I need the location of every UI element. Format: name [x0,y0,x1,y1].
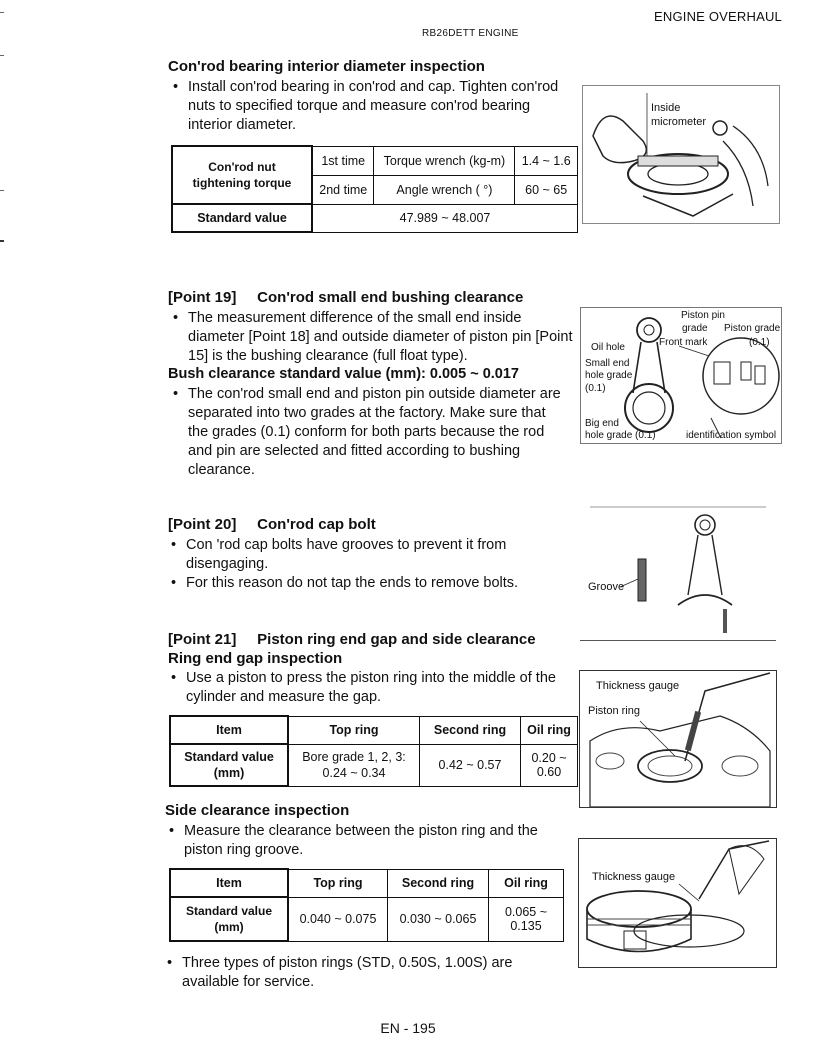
bearing-bullet-line: nuts to specified torque and measure con'rod bearing [188,98,531,114]
oil-ring-value: 0.065 ~ 0.135 [489,897,564,941]
piston-grade-label: Piston grade [724,323,781,334]
end-gap-figure [579,670,777,808]
piston-ring-label: Piston ring [588,705,640,717]
side-line: Measure the clearance between the piston ring and the [184,823,538,839]
micrometer-figure [582,85,780,224]
groove-label: Groove [588,581,625,593]
identification-symbol-label: identification symbol [686,430,777,441]
header-second-ring: Second ring [388,869,489,897]
p21-line: cylinder and measure the gap. [186,689,382,705]
margin-mark [0,12,4,13]
inside-label: Inside [651,102,681,114]
bearing-bullet-line: interior diameter. [188,117,296,133]
big-end-label: Big end [585,418,619,429]
hole-grade-label: hole grade [585,370,633,381]
small-end-label: Small end [585,358,630,369]
second-ring-value: 0.42 ~ 0.57 [420,744,521,786]
torque-table [171,145,578,233]
side-clearance-figure [578,838,777,968]
point19-bullet1: • The measurement difference of the small end inside diameter [Point 18] and outside diameter of piston pin [Point 15] is the bushing clearance (full float type). [188,309,588,366]
second-value-cell: 60 ~ 65 [515,175,578,204]
p19-line: separated into two grades at the factory. Make sure that [188,405,546,421]
header-second-ring: Second ring [420,716,521,744]
grade-label: grade [682,323,708,334]
header-top-ring: Top ring [288,869,388,897]
section-title: ENGINE OVERHAUL [654,9,782,24]
big-end-grade-label: hole grade (0.1) [585,430,656,441]
p19-line: and pin are selected and fitted according to bushing [188,443,521,459]
oil-hole-label: Oil hole [591,342,625,353]
top-ring-value: 0.040 ~ 0.075 [288,897,388,941]
header-item: Item [170,716,288,744]
first-method-cell: Torque wrench (kg-m) [374,146,515,175]
row-label: Standard value (mm) [170,897,288,941]
standard-label-cell: Standard value [172,204,312,232]
service-line: Three types of piston rings (STD, 0.50S, 1.00S) are [182,955,513,971]
header-item: Item [170,869,288,897]
margin-mark [0,55,4,56]
p19-line: The con'rod small end and piston pin outside diameter are [188,386,561,402]
service-line: available for service. [182,974,315,990]
conrod-grade-figure [580,307,782,444]
end-gap-table [169,715,578,787]
thickness-gauge-label: Thickness gauge [596,680,680,692]
small-grade-value-label: (0.1) [585,383,606,394]
cap-bolt-figure [580,505,776,641]
p20-line: For this reason do not tap the ends to remove bolts. [186,575,519,591]
grade-value-label: (0.1) [749,337,770,348]
point21-heading: [Point 21] Piston ring end gap and side clearance [168,631,536,648]
second-time-cell: 2nd time [312,175,374,204]
piston-pin-label: Piston pin [681,310,725,321]
p19-line: clearance. [188,462,255,478]
engine-title: RB26DETT ENGINE [422,28,519,39]
torque-label-cell: Con'rod nut tightening torque [172,146,312,204]
p19-line: The measurement difference of the small end inside [188,310,522,326]
oil-ring-value: 0.20 ~ 0.60 [521,744,578,786]
p20-line: disengaging. [186,556,269,572]
front-mark-label: Front mark [659,337,708,348]
header-oil-ring: Oil ring [521,716,578,744]
bearing-bullet-line: Install con'rod bearing in con'rod and cap. Tighten con'rod [188,79,559,95]
service-bullet: • Three types of piston rings (STD, 0.50S, 1.00S) are available for service. [182,954,582,992]
cap-bolt-illustration [580,505,776,640]
side-clearance-table [169,868,564,942]
p19-line: 15] is the bushing clearance (full float type). [188,348,468,364]
first-value-cell: 1.4 ~ 1.6 [515,146,578,175]
point20-bullet1: • Con 'rod cap bolts have grooves to prevent it from disengaging. [186,536,586,574]
micrometer-illustration [583,86,779,223]
header-top-ring: Top ring [288,716,420,744]
top-ring-value: Bore grade 1, 2, 3: 0.24 ~ 0.34 [288,744,420,786]
side-bullet: • Measure the clearance between the piston ring and the piston ring groove. [184,822,584,860]
header-oil-ring: Oil ring [489,869,564,897]
p21-line: Use a piston to press the piston ring into the middle of the [186,670,556,686]
point21-bullet: • Use a piston to press the piston ring into the middle of the cylinder and measure the gap. [186,669,586,707]
bearing-heading: Con'rod bearing interior diameter inspection [168,58,485,75]
standard-value-cell: 47.989 ~ 48.007 [312,204,578,232]
margin-mark [0,240,4,242]
ring-end-gap-heading: Ring end gap inspection [168,650,343,667]
second-ring-value: 0.030 ~ 0.065 [388,897,489,941]
second-method-cell: Angle wrench ( °) [374,175,515,204]
side-clearance-heading: Side clearance inspection [165,802,350,819]
point20-heading: [Point 20] Con'rod cap bolt [168,516,376,533]
row-label: Standard value (mm) [170,744,288,786]
first-time-cell: 1st time [312,146,374,175]
side-clearance-illustration [579,839,776,967]
point19-heading: [Point 19] Con'rod small end bushing clearance [168,289,524,306]
side-line: piston ring groove. [184,842,304,858]
p19-line: the grades (0.1) conform for both parts because the rod [188,424,545,440]
p19-line: diameter [Point 18] and outside diameter of piston pin [Point [188,329,573,345]
bush-clearance-standard: Bush clearance standard value (mm): 0.005 ~ 0.017 [168,366,519,382]
point19-bullet2: • The con'rod small end and piston pin outside diameter are separated into two grades at the factory. Make sure that the grades (0.1) conform for both parts because the rod and pin are selected and fitted according to bushing clearance. [188,385,588,480]
p20-line: Con 'rod cap bolts have grooves to prevent it from [186,537,507,553]
thickness-gauge-label: Thickness gauge [592,871,676,883]
bearing-bullet: • Install con'rod bearing in con'rod and cap. Tighten con'rod nuts to specified torque and measure con'rod bearing interior diameter. [188,78,588,135]
page-number: EN - 195 [380,1020,436,1036]
margin-mark [0,190,4,191]
point20-bullet2: • For this reason do not tap the ends to remove bolts. [186,574,586,593]
micrometer-label: micrometer [651,116,707,128]
